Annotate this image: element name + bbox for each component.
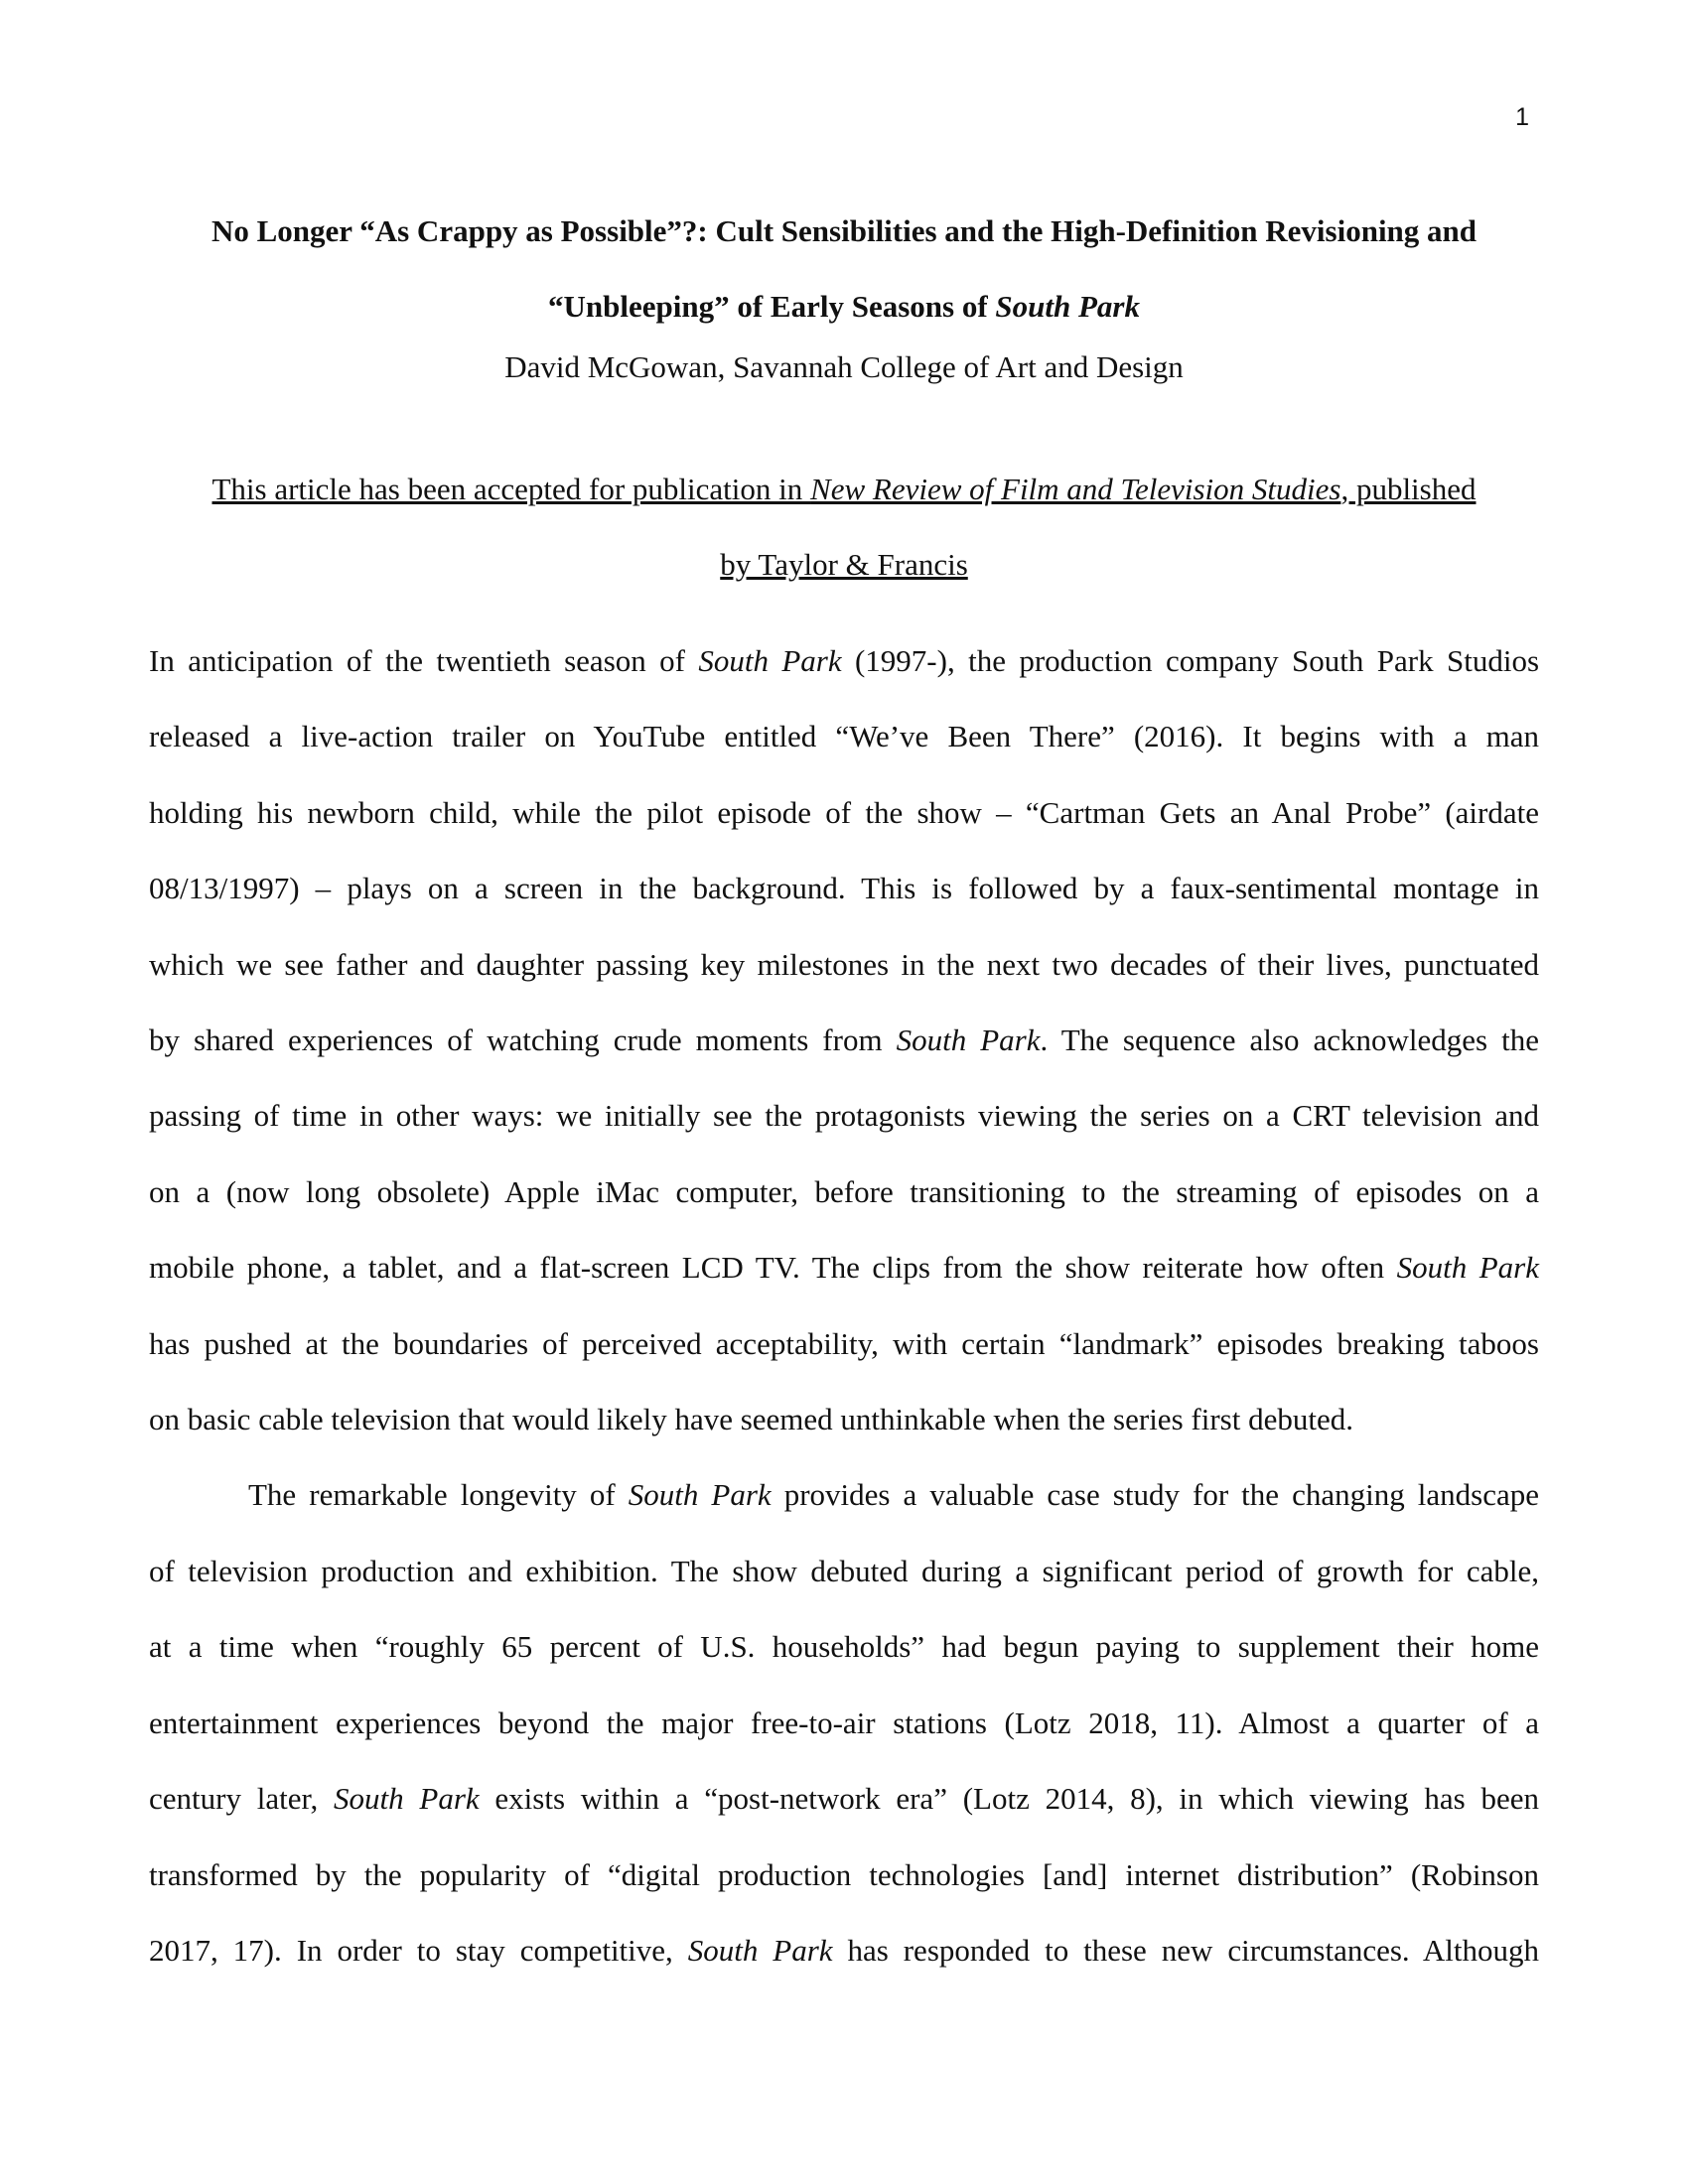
publication-notice xyxy=(149,452,1539,603)
text-line: which we see father and daughter passing key milestones in the next two decades of their lives, punctuated xyxy=(149,946,1539,982)
body-text xyxy=(149,623,1539,1988)
author-affiliation: David McGowan, Savannah College of Art and Design xyxy=(504,349,1184,384)
title-show-name: South Park xyxy=(995,289,1140,324)
italic-title: South Park xyxy=(628,1477,772,1513)
text-span: In anticipation of the twentieth season of xyxy=(149,643,699,678)
text-line: holding his newborn child, while the pilot episode of the show – “Cartman Gets an Anal Probe” (airdate xyxy=(149,794,1539,830)
text-line: at a time when “roughly 65 percent of U.S. households” had begun paying to supplement their home xyxy=(149,1629,1539,1665)
title-line-2 xyxy=(149,269,1539,344)
italic-title: South Park xyxy=(896,1023,1041,1058)
notice-line-1 xyxy=(149,452,1539,527)
text-line xyxy=(149,1913,1539,1988)
text-line: on a (now long obsolete) Apple iMac computer, before transitioning to the streaming of episodes on a xyxy=(149,1173,1539,1209)
text-line xyxy=(149,1003,1539,1078)
journal-name: New Review of Film and Television Studies xyxy=(810,472,1341,506)
paragraph-1 xyxy=(149,623,1539,1457)
italic-title: South Park xyxy=(687,1932,833,1968)
text-line xyxy=(149,1230,1539,1305)
title-line-1: No Longer “As Crappy as Possible”?: Cult Sensibilities and the High-Definition Revisioning and xyxy=(211,213,1477,248)
text-line: transformed by the popularity of “digital production technologies [and] internet distribution” (Robinson xyxy=(149,1856,1539,1892)
text-span: (1997-), the production company South Park Studios xyxy=(841,643,1540,678)
article-title xyxy=(149,194,1539,344)
text-span: mobile phone, a tablet, and a flat-screen LCD TV. The clips from the show reiterate how often xyxy=(149,1250,1397,1286)
text-span: The remarkable longevity of xyxy=(248,1477,629,1513)
text-span: has responded to these new circumstances. Although xyxy=(832,1932,1540,1968)
italic-title: South Park xyxy=(698,643,842,678)
text-line xyxy=(149,1761,1539,1837)
text-line: has pushed at the boundaries of perceived acceptability, with certain “landmark” episodes breaking taboos xyxy=(149,1325,1539,1361)
notice-suffix: , published xyxy=(1340,472,1477,506)
text-span: century later, xyxy=(149,1781,335,1817)
text-line: released a live-action trailer on YouTube entitled “We’ve Been There” (2016). It begins with a man xyxy=(149,719,1539,754)
text-line: 08/13/1997) – plays on a screen in the background. This is followed by a faux-sentimental montage in xyxy=(149,871,1539,906)
text-span: . The sequence also acknowledges the xyxy=(1040,1023,1540,1058)
text-line: passing of time in other ways: we initially see the protagonists viewing the series on a CRT television and xyxy=(149,1098,1539,1134)
text-line xyxy=(149,1457,1539,1533)
text-span: exists within a “post-network era” (Lotz 2014, 8), in which viewing has been xyxy=(479,1781,1539,1817)
text-span: provides a valuable case study for the changing landscape xyxy=(771,1477,1540,1513)
text-span: 2017, 17). In order to stay competitive, xyxy=(149,1932,688,1968)
text-span: by shared experiences of watching crude moments from xyxy=(149,1023,897,1058)
title-line-2-text: “Unbleeping” of Early Seasons of xyxy=(547,289,996,324)
paragraph-2 xyxy=(149,1457,1539,1988)
text-line: on basic cable television that would likely have seemed unthinkable when the series first debuted. xyxy=(149,1402,1353,1437)
italic-title: South Park xyxy=(334,1781,480,1817)
notice-prefix: This article has been accepted for publication in xyxy=(211,472,811,506)
page-number: 1 xyxy=(1515,103,1529,131)
text-line xyxy=(149,623,1539,699)
text-line: of television production and exhibition. The show debuted during a significant period of growth for cable, xyxy=(149,1553,1539,1588)
notice-line-2: by Taylor & Francis xyxy=(720,547,968,582)
italic-title: South Park xyxy=(1396,1250,1539,1286)
text-line: entertainment experiences beyond the major free-to-air stations (Lotz 2018, 11). Almost a quarter of a xyxy=(149,1705,1539,1740)
